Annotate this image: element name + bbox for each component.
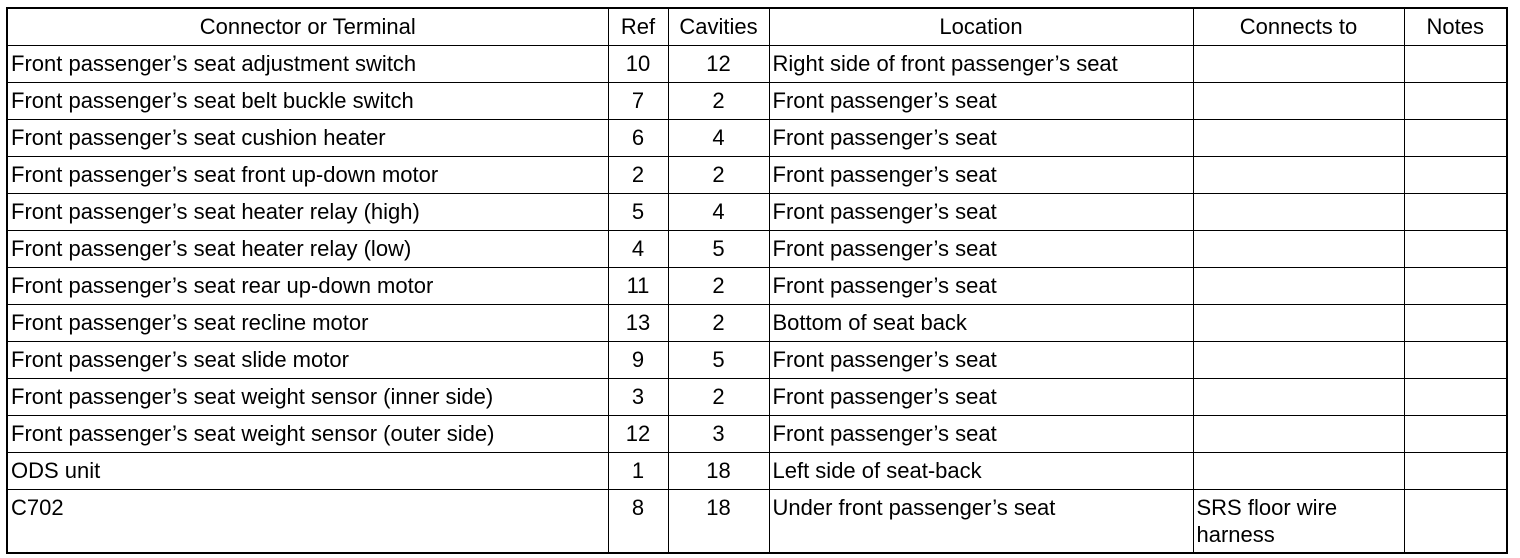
cell-cavities: 18 <box>668 490 769 554</box>
cell-cavities: 2 <box>668 268 769 305</box>
cell-connects-to <box>1193 342 1404 379</box>
header-cavities: Cavities <box>668 8 769 46</box>
cell-connects-to <box>1193 305 1404 342</box>
cell-notes <box>1404 305 1507 342</box>
cell-notes <box>1404 157 1507 194</box>
cell-location: Bottom of seat back <box>769 305 1193 342</box>
cell-ref: 1 <box>608 453 668 490</box>
cell-ref: 10 <box>608 46 668 83</box>
cell-connects-to <box>1193 83 1404 120</box>
header-row <box>7 8 1507 46</box>
table-row <box>7 416 1507 453</box>
cell-connects-to <box>1193 157 1404 194</box>
cell-location: Front passenger’s seat <box>769 120 1193 157</box>
table-row <box>7 231 1507 268</box>
cell-cavities: 18 <box>668 453 769 490</box>
header-notes: Notes <box>1404 8 1507 46</box>
table-row <box>7 157 1507 194</box>
table-row <box>7 305 1507 342</box>
header-connector: Connector or Terminal <box>7 8 608 46</box>
table-row <box>7 83 1507 120</box>
cell-location: Front passenger’s seat <box>769 83 1193 120</box>
table-row <box>7 120 1507 157</box>
cell-connector: Front passenger’s seat weight sensor (inner side) <box>7 379 608 416</box>
cell-connects-to: SRS floor wire harness <box>1193 490 1404 554</box>
connector-table-container <box>6 7 1508 554</box>
cell-location: Front passenger’s seat <box>769 157 1193 194</box>
cell-cavities: 4 <box>668 120 769 157</box>
cell-notes <box>1404 453 1507 490</box>
cell-ref: 12 <box>608 416 668 453</box>
cell-cavities: 2 <box>668 83 769 120</box>
cell-ref: 5 <box>608 194 668 231</box>
cell-ref: 11 <box>608 268 668 305</box>
cell-location: Under front passenger’s seat <box>769 490 1193 554</box>
cell-connects-to <box>1193 379 1404 416</box>
cell-connector: Front passenger’s seat cushion heater <box>7 120 608 157</box>
cell-notes <box>1404 83 1507 120</box>
table-row <box>7 46 1507 83</box>
cell-ref: 7 <box>608 83 668 120</box>
cell-cavities: 5 <box>668 231 769 268</box>
cell-connector: Front passenger’s seat rear up-down motor <box>7 268 608 305</box>
cell-ref: 2 <box>608 157 668 194</box>
cell-connector: Front passenger’s seat adjustment switch <box>7 46 608 83</box>
cell-cavities: 2 <box>668 305 769 342</box>
cell-notes <box>1404 379 1507 416</box>
cell-notes <box>1404 194 1507 231</box>
header-ref: Ref <box>608 8 668 46</box>
cell-location: Front passenger’s seat <box>769 194 1193 231</box>
table-row <box>7 490 1507 554</box>
cell-location: Front passenger’s seat <box>769 268 1193 305</box>
connector-table <box>6 7 1508 554</box>
cell-connects-to <box>1193 120 1404 157</box>
table-row <box>7 194 1507 231</box>
table-body <box>7 46 1507 554</box>
cell-connector: Front passenger’s seat recline motor <box>7 305 608 342</box>
cell-location: Right side of front passenger’s seat <box>769 46 1193 83</box>
cell-notes <box>1404 342 1507 379</box>
table-row <box>7 453 1507 490</box>
cell-location: Front passenger’s seat <box>769 379 1193 416</box>
cell-connects-to <box>1193 416 1404 453</box>
cell-connector: Front passenger’s seat slide motor <box>7 342 608 379</box>
cell-connector: Front passenger’s seat heater relay (low) <box>7 231 608 268</box>
cell-location: Left side of seat-back <box>769 453 1193 490</box>
cell-notes <box>1404 46 1507 83</box>
cell-location: Front passenger’s seat <box>769 342 1193 379</box>
cell-connector: Front passenger’s seat heater relay (high) <box>7 194 608 231</box>
cell-cavities: 5 <box>668 342 769 379</box>
table-row <box>7 268 1507 305</box>
cell-notes <box>1404 490 1507 554</box>
cell-connects-to <box>1193 231 1404 268</box>
table-row <box>7 379 1507 416</box>
cell-notes <box>1404 231 1507 268</box>
cell-ref: 8 <box>608 490 668 554</box>
cell-ref: 3 <box>608 379 668 416</box>
cell-connector: C702 <box>7 490 608 554</box>
cell-connects-to <box>1193 46 1404 83</box>
cell-connector: Front passenger’s seat front up-down motor <box>7 157 608 194</box>
cell-ref: 13 <box>608 305 668 342</box>
cell-cavities: 3 <box>668 416 769 453</box>
cell-cavities: 12 <box>668 46 769 83</box>
cell-connector: Front passenger’s seat weight sensor (outer side) <box>7 416 608 453</box>
cell-notes <box>1404 416 1507 453</box>
cell-connector: Front passenger’s seat belt buckle switch <box>7 83 608 120</box>
cell-cavities: 2 <box>668 379 769 416</box>
cell-connector: ODS unit <box>7 453 608 490</box>
header-connects-to: Connects to <box>1193 8 1404 46</box>
cell-location: Front passenger’s seat <box>769 231 1193 268</box>
cell-ref: 9 <box>608 342 668 379</box>
table-header <box>7 8 1507 46</box>
header-location: Location <box>769 8 1193 46</box>
cell-notes <box>1404 268 1507 305</box>
cell-ref: 6 <box>608 120 668 157</box>
cell-cavities: 2 <box>668 157 769 194</box>
cell-connects-to <box>1193 268 1404 305</box>
cell-connects-to <box>1193 453 1404 490</box>
cell-ref: 4 <box>608 231 668 268</box>
cell-connects-to <box>1193 194 1404 231</box>
cell-notes <box>1404 120 1507 157</box>
cell-location: Front passenger’s seat <box>769 416 1193 453</box>
table-row <box>7 342 1507 379</box>
cell-cavities: 4 <box>668 194 769 231</box>
